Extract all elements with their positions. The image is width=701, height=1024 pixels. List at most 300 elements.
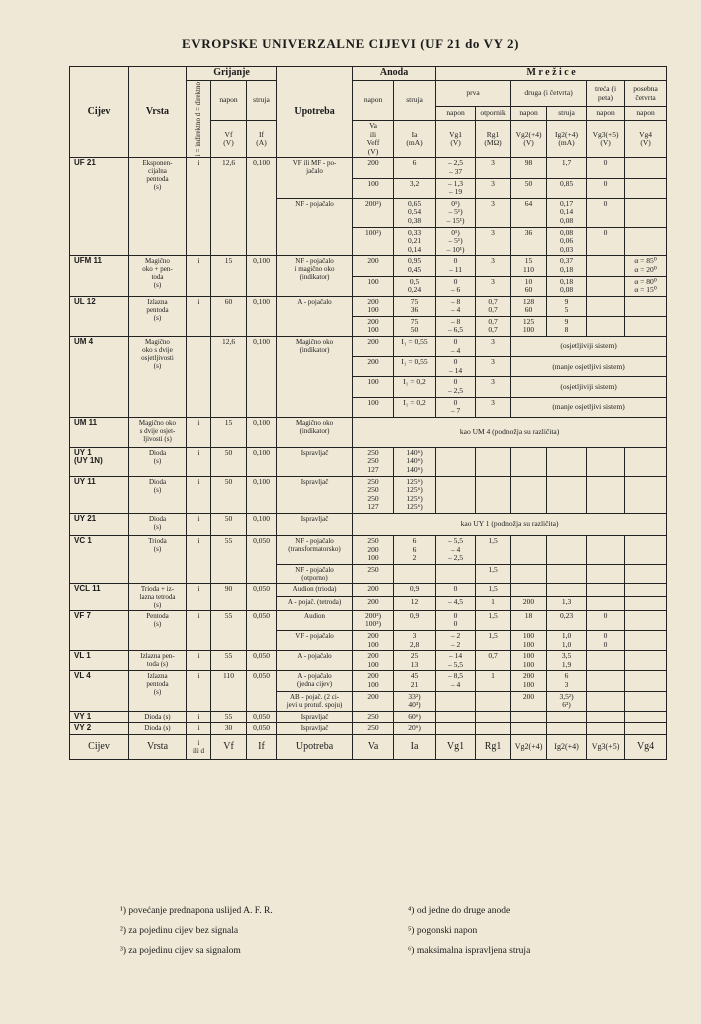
col-druga: druga (i četvrta) <box>511 81 587 107</box>
cell-vg4 <box>625 564 667 583</box>
tube-type: Trioda + iz- lazna tetroda (s) <box>129 583 187 610</box>
col-vf: Vf (V) <box>211 121 247 158</box>
cell-vg4 <box>625 296 667 316</box>
tube-id: i <box>187 513 211 535</box>
tube-if: 0,050 <box>247 583 277 610</box>
cell-vg2 <box>511 447 547 476</box>
cell-ia: 20⁶) <box>394 723 436 735</box>
table-body <box>70 158 667 760</box>
cell-ig2 <box>547 564 587 583</box>
cell-vg4 <box>625 671 667 691</box>
tube-if: 0,100 <box>247 158 277 256</box>
cell-vg1: – 1,3 – 19 <box>436 178 476 198</box>
col-upotreba: Upotreba <box>277 67 353 158</box>
cell-va: 250 200 100 <box>353 535 394 564</box>
foot-vf: Vf <box>211 734 247 759</box>
cell-ig2: 0,08 0,06 0,03 <box>547 227 587 256</box>
cell-note: (osjetljiviji sistem) <box>511 337 667 357</box>
cell-rg1 <box>476 691 511 711</box>
cell-vg3: 0 <box>587 178 625 198</box>
cell-ig2: 3,5²) 6³) <box>547 691 587 711</box>
cell-va: 200³) 100³) <box>353 610 394 630</box>
cell-ig2: 0,17 0,14 0,08 <box>547 198 587 227</box>
cell-vg3: 0 <box>587 158 625 178</box>
cell-vg2: 100 100 <box>511 630 547 650</box>
cell-vg1 <box>436 476 476 513</box>
col-anoda: Anoda <box>353 67 436 81</box>
tube-if: 0,100 <box>247 256 277 296</box>
tube-use: A - pojačalo <box>277 296 353 336</box>
cell-va: 100 <box>353 178 394 198</box>
tube-type: Dioda (s) <box>129 476 187 513</box>
cell-vg2 <box>511 564 547 583</box>
tube-use: Magično oko (indikator) <box>277 417 353 447</box>
cell-span-note: kao UY 1 (podnožja su različita) <box>353 513 667 535</box>
cell-vg1: – 8,5 – 4 <box>436 671 476 691</box>
tube-if: 0,050 <box>247 610 277 650</box>
col-va: Va ili Veff (V) <box>353 121 394 158</box>
cell-vg1 <box>436 691 476 711</box>
cell-ia: 75 50 <box>394 316 436 336</box>
tube-if: 0,050 <box>247 651 277 671</box>
tube-type: Magično oko s dvije osjetljivosti (s) <box>129 337 187 418</box>
cell-va: 200 100 <box>353 671 394 691</box>
tube-type: Izlazna pen- toda (s) <box>129 651 187 671</box>
foot-id: i ili d <box>187 734 211 759</box>
cell-vg4 <box>625 711 667 723</box>
cell-vg2: 36 <box>511 227 547 256</box>
cell-rg1: 1,5 <box>476 535 511 564</box>
foot-va: Va <box>353 734 394 759</box>
tube-use: A - pojačalo <box>277 651 353 671</box>
foot-vg2: Vg2(+4) <box>511 734 547 759</box>
cell-ia: 0,5 0,24 <box>394 276 436 296</box>
cell-va: 200 100 <box>353 296 394 316</box>
cell-ig2: 0,18 0,08 <box>547 276 587 296</box>
foot-vg4: Vg4 <box>625 734 667 759</box>
cell-vg2 <box>511 583 547 597</box>
cell-vg3: 0 0 <box>587 630 625 650</box>
cell-vg4 <box>625 447 667 476</box>
tube-if: 0,050 <box>247 671 277 711</box>
tube-name: UM 11 <box>70 417 129 447</box>
tube-id: i <box>187 417 211 447</box>
tube-use: Ispravljač <box>277 476 353 513</box>
cell-vg1: 0 – 7 <box>436 397 476 417</box>
cell-ig2 <box>547 535 587 564</box>
footnote-3: ³) za pojedinu cijev sa signalom <box>120 946 241 956</box>
cell-rg1: 1,5 <box>476 610 511 630</box>
col-cijev: Cijev <box>70 67 129 158</box>
cell-ig2: 0,23 <box>547 610 587 630</box>
cell-ia: 0,33 0,21 0,14 <box>394 227 436 256</box>
tube-type: Dioda (s) <box>129 447 187 476</box>
cell-vg3 <box>587 691 625 711</box>
cell-ia: 125⁶) 125⁶) 125⁶) 125⁶) <box>394 476 436 513</box>
tube-id: i <box>187 651 211 671</box>
col-vg4: Vg4 (V) <box>625 121 667 158</box>
tube-type: Magično oko + pen- toda (s) <box>129 256 187 296</box>
cell-vg1: 0 – 6 <box>436 276 476 296</box>
cell-rg1: 3 <box>476 198 511 227</box>
cell-vg1: 0¹) – 5¹) – 10¹) <box>436 227 476 256</box>
foot-cijev: Cijev <box>70 734 129 759</box>
cell-ig2: 0,85 <box>547 178 587 198</box>
tube-name: UY 21 <box>70 513 129 535</box>
cell-ig2: 1,3 <box>547 597 587 611</box>
tube-use: NF - pojačalo <box>277 198 353 256</box>
cell-rg1: 0,7 0,7 <box>476 296 511 316</box>
col-g1-napon: napon <box>436 107 476 121</box>
cell-va: 250 250 127 <box>353 447 394 476</box>
cell-va: 100²) <box>353 227 394 256</box>
foot-ig2: Ig2(+4) <box>547 734 587 759</box>
tube-vf: 55 <box>211 651 247 671</box>
cell-va: 250 250 250 127 <box>353 476 394 513</box>
cell-ig2 <box>547 447 587 476</box>
col-posebna: posebna četvrta <box>625 81 667 107</box>
tube-use: Ispravljač <box>277 513 353 535</box>
cell-ia: 140⁶) 140⁶) 140⁶) <box>394 447 436 476</box>
cell-rg1 <box>476 476 511 513</box>
cell-va: 250 <box>353 723 394 735</box>
cell-vg2: 64 <box>511 198 547 227</box>
cell-vg1: – 8 – 4 <box>436 296 476 316</box>
tube-name: UL 12 <box>70 296 129 336</box>
cell-vg1 <box>436 447 476 476</box>
tube-table <box>69 66 667 760</box>
cell-note: (manje osjetljivi sistem) <box>511 397 667 417</box>
footnote-2: ²) za pojedinu cijev bez signala <box>120 926 239 936</box>
cell-note: (osjetljiviji sistem) <box>511 377 667 397</box>
tube-type: Dioda (s) <box>129 513 187 535</box>
tube-vf: 90 <box>211 583 247 610</box>
tube-id: i <box>187 711 211 723</box>
cell-vg3 <box>587 535 625 564</box>
tube-type: Dioda (s) <box>129 723 187 735</box>
cell-ig2 <box>547 723 587 735</box>
foot-upotreba: Upotreba <box>277 734 353 759</box>
cell-vg1: – 4,5 <box>436 597 476 611</box>
cell-ia: 6 <box>394 158 436 178</box>
foot-vrsta: Vrsta <box>129 734 187 759</box>
footnote-6: ⁶) maksimalna ispravljena struja <box>408 946 531 956</box>
cell-vg3 <box>587 564 625 583</box>
col-g2-struja: struja <box>547 107 587 121</box>
tube-id: i <box>187 535 211 583</box>
col-grijanje: Grijanje <box>187 67 277 81</box>
tube-vf: 60 <box>211 296 247 336</box>
tube-if: 0,100 <box>247 513 277 535</box>
foot-if: If <box>247 734 277 759</box>
tube-use: AB - pojač. (2 ci- jevi u protuf. spoju) <box>277 691 353 711</box>
cell-ig2 <box>547 711 587 723</box>
cell-vg4 <box>625 597 667 611</box>
cell-vg3 <box>587 316 625 336</box>
cell-vg4 <box>625 227 667 256</box>
cell-rg1: 0,7 <box>476 651 511 671</box>
cell-ia: I₁ = 0,2 <box>394 377 436 397</box>
cell-vg4: α = 85⁰ α = 20⁰ <box>625 256 667 276</box>
page-title: EVROPSKE UNIVERZALNE CIJEVI (UF 21 do VY 2) <box>182 36 519 51</box>
col-vg2: Vg2(+4) (V) <box>511 121 547 158</box>
cell-note: (manje osjetljivi sistem) <box>511 357 667 377</box>
tube-use: Audion <box>277 610 353 630</box>
cell-ia: 0,65 0,54 0,38 <box>394 198 436 227</box>
cell-vg3: 0 <box>587 227 625 256</box>
cell-ig2: 1,0 1,0 <box>547 630 587 650</box>
cell-vg3: 0 <box>587 610 625 630</box>
tube-if: 0,100 <box>247 296 277 336</box>
cell-vg1: 0 – 4 <box>436 337 476 357</box>
cell-ia: 6 6 2 <box>394 535 436 564</box>
cell-ig2: 0,37 0,18 <box>547 256 587 276</box>
tube-use: A - pojačalo (jedna cijev) <box>277 671 353 691</box>
col-vg1: Vg1 (V) <box>436 121 476 158</box>
tube-use: NF - pojačalo i magično oko (indikator) <box>277 256 353 296</box>
cell-vg3 <box>587 447 625 476</box>
tube-vf: 15 <box>211 417 247 447</box>
tube-id: i <box>187 256 211 296</box>
foot-ia: Ia <box>394 734 436 759</box>
cell-va: 200 <box>353 357 394 377</box>
cell-va: 200 100 <box>353 316 394 336</box>
cell-vg3 <box>587 476 625 513</box>
cell-vg2: 18 <box>511 610 547 630</box>
tube-type: Dioda (s) <box>129 711 187 723</box>
tube-id: i <box>187 671 211 711</box>
tube-name: VL 1 <box>70 651 129 671</box>
cell-vg3 <box>587 711 625 723</box>
col-treca: treća (i peta) <box>587 81 625 107</box>
col-g1-otpornik: otpornik <box>476 107 511 121</box>
cell-vg2 <box>511 476 547 513</box>
cell-va: 200 100 <box>353 630 394 650</box>
cell-rg1: 3 <box>476 276 511 296</box>
tube-vf: 55 <box>211 711 247 723</box>
cell-vg2: 50 <box>511 178 547 198</box>
tube-vf: 30 <box>211 723 247 735</box>
col-vg3: Vg3(+5) (V) <box>587 121 625 158</box>
cell-ia: 12 <box>394 597 436 611</box>
tube-vf: 15 <box>211 256 247 296</box>
tube-use: Ispravljač <box>277 711 353 723</box>
tube-use: Magično oko (indikator) <box>277 337 353 418</box>
tube-name: VL 4 <box>70 671 129 711</box>
col-g2-napon: napon <box>511 107 547 121</box>
cell-va: 200²) <box>353 198 394 227</box>
cell-vg3 <box>587 583 625 597</box>
cell-ia: 0,95 0,45 <box>394 256 436 276</box>
cell-ig2 <box>547 476 587 513</box>
col-heat-struja: struja <box>247 81 277 121</box>
cell-vg3: 0 <box>587 198 625 227</box>
tube-name: UFM 11 <box>70 256 129 296</box>
cell-ia: 33²) 40³) <box>394 691 436 711</box>
cell-ia: 3 2,8 <box>394 630 436 650</box>
cell-va: 200 <box>353 256 394 276</box>
tube-vf: 55 <box>211 610 247 650</box>
cell-vg1: – 5,5 – 4 – 2,5 <box>436 535 476 564</box>
tube-vf: 110 <box>211 671 247 711</box>
tube-vf: 50 <box>211 513 247 535</box>
cell-vg1: 0 0 <box>436 610 476 630</box>
cell-rg1: 3 <box>476 377 511 397</box>
cell-rg1: 1,5 <box>476 583 511 597</box>
tube-name: VY 1 <box>70 711 129 723</box>
tube-type: Pentoda (s) <box>129 610 187 650</box>
tube-if: 0,050 <box>247 535 277 583</box>
tube-id: i <box>187 296 211 336</box>
cell-vg4 <box>625 178 667 198</box>
tube-name: UF 21 <box>70 158 129 256</box>
cell-ia: 60⁶) <box>394 711 436 723</box>
cell-ig2: 9 5 <box>547 296 587 316</box>
cell-ia: 75 36 <box>394 296 436 316</box>
cell-rg1 <box>476 711 511 723</box>
cell-vg2 <box>511 711 547 723</box>
col-prva: prva <box>436 81 511 107</box>
cell-vg1: 0 – 2,5 <box>436 377 476 397</box>
cell-rg1: 3 <box>476 397 511 417</box>
col-ig2: Ig2(+4) (mA) <box>547 121 587 158</box>
cell-vg2 <box>511 723 547 735</box>
cell-vg2: 200 <box>511 597 547 611</box>
cell-vg1: 0 – 14 <box>436 357 476 377</box>
cell-vg2: 128 60 <box>511 296 547 316</box>
footnote-4: ⁴) od jedne do druge anode <box>408 906 511 916</box>
cell-va: 200 <box>353 337 394 357</box>
cell-rg1: 3 <box>476 227 511 256</box>
tube-use: Ispravljač <box>277 723 353 735</box>
cell-span-note: kao UM 4 (podnožja su različita) <box>353 417 667 447</box>
cell-vg3 <box>587 671 625 691</box>
tube-vf: 12,6 <box>211 337 247 418</box>
cell-vg1 <box>436 711 476 723</box>
foot-rg1: Rg1 <box>476 734 511 759</box>
cell-vg2 <box>511 535 547 564</box>
cell-vg4 <box>625 476 667 513</box>
tube-name: UY 11 <box>70 476 129 513</box>
cell-ia: 3,2 <box>394 178 436 198</box>
tube-id: i <box>187 158 211 256</box>
cell-vg1: – 14 – 5,5 <box>436 651 476 671</box>
foot-vg3: Vg3(+5) <box>587 734 625 759</box>
cell-ig2: 9 8 <box>547 316 587 336</box>
cell-vg3 <box>587 597 625 611</box>
tube-type: Magično oko s dvije osjet- ljivosti (s) <box>129 417 187 447</box>
cell-vg3 <box>587 256 625 276</box>
cell-vg4 <box>625 158 667 178</box>
cell-vg1: 0 <box>436 583 476 597</box>
cell-vg3 <box>587 276 625 296</box>
cell-rg1: 1 <box>476 597 511 611</box>
cell-va: 200 <box>353 583 394 597</box>
col-mrezice: M r e ž i c e <box>436 67 667 81</box>
col-rg1: Rg1 (MΩ) <box>476 121 511 158</box>
cell-ia: 25 13 <box>394 651 436 671</box>
tube-use: Audion (trioda) <box>277 583 353 597</box>
cell-rg1: 3 <box>476 357 511 377</box>
cell-vg1: – 2,5 – 37 <box>436 158 476 178</box>
cell-vg4 <box>625 610 667 630</box>
cell-vg4 <box>625 583 667 597</box>
cell-va: 100 <box>353 377 394 397</box>
cell-va: 200 100 <box>353 651 394 671</box>
cell-vg4 <box>625 630 667 650</box>
cell-rg1 <box>476 723 511 735</box>
cell-vg4 <box>625 198 667 227</box>
cell-ig2: 6 3 <box>547 671 587 691</box>
cell-ig2: 3,5 1,9 <box>547 651 587 671</box>
foot-vg1: Vg1 <box>436 734 476 759</box>
cell-va: 100 <box>353 397 394 417</box>
cell-ia: 0,9 <box>394 583 436 597</box>
tube-use: NF - pojačalo (transformatorsko) <box>277 535 353 564</box>
cell-rg1: 1,5 <box>476 630 511 650</box>
cell-vg1 <box>436 564 476 583</box>
cell-rg1: 1,5 <box>476 564 511 583</box>
cell-va: 200 <box>353 158 394 178</box>
tube-use: Ispravljač <box>277 447 353 476</box>
footnote-1: ¹) povećanje prednapona uslijed A. F. R. <box>120 906 273 916</box>
cell-va: 250 <box>353 711 394 723</box>
tube-id <box>187 337 211 418</box>
cell-vg1: 0¹) – 5¹) – 15¹) <box>436 198 476 227</box>
cell-va: 200 <box>353 597 394 611</box>
tube-if: 0,100 <box>247 447 277 476</box>
cell-vg2: 100 100 <box>511 651 547 671</box>
col-g3-napon: napon <box>587 107 625 121</box>
cell-rg1: 3 <box>476 158 511 178</box>
cell-vg1: 0 – 11 <box>436 256 476 276</box>
cell-rg1: 3 <box>476 337 511 357</box>
tube-id: i <box>187 723 211 735</box>
cell-ia: I₁ = 0,55 <box>394 337 436 357</box>
tube-if: 0,050 <box>247 711 277 723</box>
tube-name: VY 2 <box>70 723 129 735</box>
tube-type: Eksponen- cijalna pentoda (s) <box>129 158 187 256</box>
cell-vg2: 200 100 <box>511 671 547 691</box>
cell-vg1: – 8 – 6,5 <box>436 316 476 336</box>
col-ia: Ia (mA) <box>394 121 436 158</box>
tube-name: UY 1 (UY 1N) <box>70 447 129 476</box>
cell-vg3 <box>587 651 625 671</box>
cell-rg1: 3 <box>476 256 511 276</box>
cell-vg4 <box>625 651 667 671</box>
tube-name: VF 7 <box>70 610 129 650</box>
tube-use: A - pojač. (tetroda) <box>277 597 353 611</box>
col-g4-napon: napon <box>625 107 667 121</box>
cell-vg2: 125 100 <box>511 316 547 336</box>
cell-rg1 <box>476 447 511 476</box>
cell-vg4 <box>625 723 667 735</box>
tube-type: Trioda (s) <box>129 535 187 583</box>
tube-if: 0,100 <box>247 417 277 447</box>
tube-id: i <box>187 447 211 476</box>
col-anode-napon: napon <box>353 81 394 121</box>
col-heat-napon: napon <box>211 81 247 121</box>
tube-name: UM 4 <box>70 337 129 418</box>
cell-va: 200 <box>353 691 394 711</box>
tube-use: VF ili MF - po- jačalo <box>277 158 353 198</box>
cell-vg4 <box>625 691 667 711</box>
cell-rg1: 3 <box>476 178 511 198</box>
tube-id: i <box>187 583 211 610</box>
footnote-5: ⁵) pogonski napon <box>408 926 478 936</box>
cell-vg1: – 2 – 2 <box>436 630 476 650</box>
col-if: If (A) <box>247 121 277 158</box>
